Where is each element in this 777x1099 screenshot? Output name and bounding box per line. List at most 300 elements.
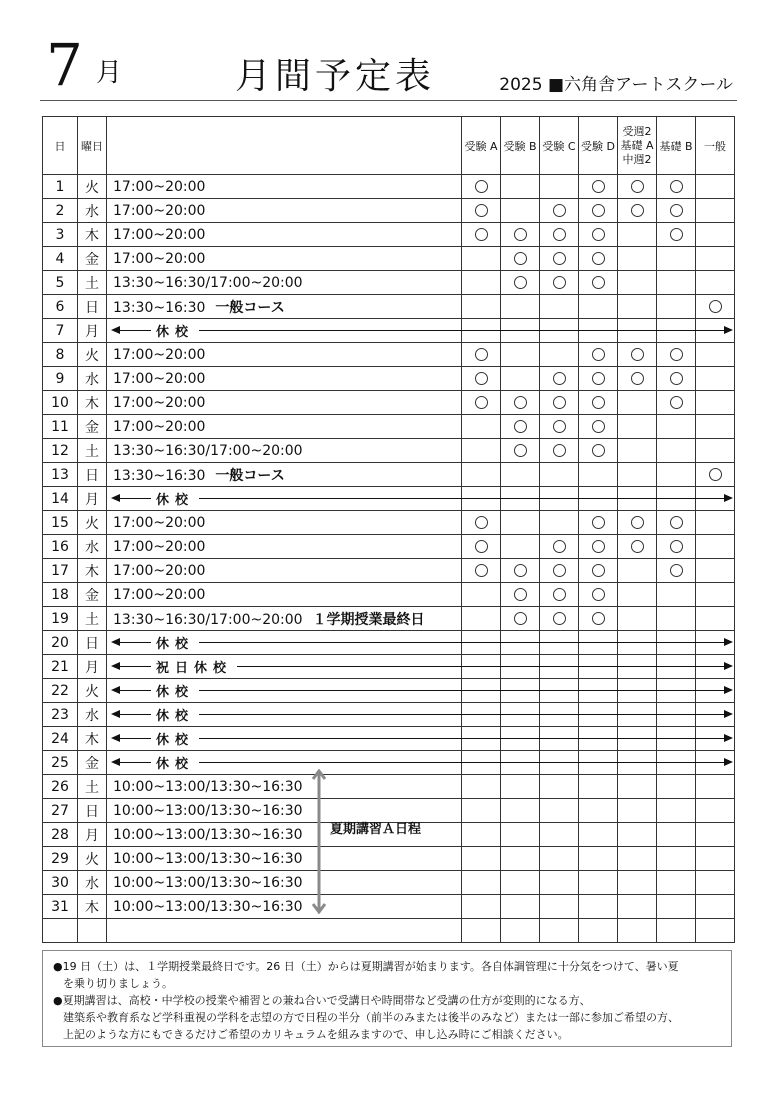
class-cell-general (696, 607, 735, 631)
circle-mark-icon (631, 204, 644, 217)
table-row (43, 391, 735, 415)
weekday-cell: 月 (78, 655, 107, 679)
header-divider (40, 100, 737, 101)
time-range: 17:00~20:00 (113, 418, 206, 435)
circle-mark-icon (553, 228, 566, 241)
table-row (43, 607, 735, 631)
schedule-cell (107, 919, 462, 943)
time-range: 17:00~20:00 (113, 514, 206, 531)
weekday-cell: 木 (78, 223, 107, 247)
class-cell-juken-c (540, 775, 579, 799)
circle-mark-icon (592, 540, 605, 553)
table-row (43, 319, 735, 343)
class-cell-juken-b (501, 511, 540, 535)
class-cell-general (696, 823, 735, 847)
circle-mark-icon (514, 276, 527, 289)
class-cell-juken-c (540, 607, 579, 631)
circle-mark-icon (475, 540, 488, 553)
schedule-cell (107, 391, 462, 415)
weekday-cell: 火 (78, 343, 107, 367)
class-cell-juken-d (579, 295, 618, 319)
circle-mark-icon (709, 300, 722, 313)
class-cell-kiso-a (618, 871, 657, 895)
schedule-cell (107, 775, 462, 799)
table-row (43, 295, 735, 319)
class-cell-kiso-a (618, 439, 657, 463)
class-cell-kiso-b (657, 415, 696, 439)
circle-mark-icon (514, 444, 527, 457)
circle-mark-icon (553, 372, 566, 385)
class-cell-juken-a (462, 511, 501, 535)
arrow-line (113, 642, 731, 643)
class-cell-juken-a (462, 247, 501, 271)
schedule-cell (107, 703, 462, 727)
closed-label: 祝日休校 (151, 657, 237, 676)
arrow-line (113, 762, 731, 763)
time-range: 10:00~13:00/13:30~16:30 (113, 874, 303, 891)
time-range: 17:00~20:00 (113, 538, 206, 555)
class-cell-general (696, 799, 735, 823)
class-cell-juken-d (579, 175, 618, 199)
circle-mark-icon (631, 372, 644, 385)
row-note: １学期授業最終日 (312, 611, 425, 628)
arrow-left-icon (111, 734, 120, 742)
circle-mark-icon (514, 612, 527, 625)
weekday-cell: 月 (78, 823, 107, 847)
class-cell-juken-b (501, 895, 540, 919)
note-line: ●19 日（土）は、１学期授業最終日です。26 日（土）からは夏期講習が始まります。各自体調管理に十分気をつけて、暑い夏 (53, 960, 679, 973)
notes-box (42, 950, 732, 1047)
circle-mark-icon (514, 396, 527, 409)
table-row (43, 847, 735, 871)
circle-mark-icon (553, 444, 566, 457)
table-row (43, 775, 735, 799)
table-row (43, 679, 735, 703)
class-cell-juken-a (462, 271, 501, 295)
arrow-right-icon (724, 638, 733, 646)
class-cell-juken-b (501, 559, 540, 583)
class-cell-kiso-b (657, 871, 696, 895)
class-cell-juken-d (579, 199, 618, 223)
arrow-line (113, 498, 731, 499)
circle-mark-icon (553, 276, 566, 289)
day-cell: 27 (43, 799, 78, 823)
time-range: 13:30~16:30/17:00~20:00 (113, 611, 303, 628)
class-cell-juken-c (540, 895, 579, 919)
day-cell: 12 (43, 439, 78, 463)
weekday-cell: 水 (78, 199, 107, 223)
schedule-cell (107, 511, 462, 535)
day-cell: 21 (43, 655, 78, 679)
circle-mark-icon (514, 228, 527, 241)
weekday-cell: 金 (78, 751, 107, 775)
class-cell-general (696, 175, 735, 199)
day-cell: 22 (43, 679, 78, 703)
class-cell-general (696, 871, 735, 895)
class-cell-kiso-a (618, 607, 657, 631)
schedule-cell (107, 343, 462, 367)
class-cell-kiso-a (618, 223, 657, 247)
time-range: 17:00~20:00 (113, 394, 206, 411)
weekday-cell: 水 (78, 703, 107, 727)
schedule-cell (107, 487, 462, 511)
day-cell: 23 (43, 703, 78, 727)
day-cell: 31 (43, 895, 78, 919)
circle-mark-icon (553, 564, 566, 577)
class-cell-juken-d (579, 223, 618, 247)
circle-mark-icon (475, 564, 488, 577)
class-cell-general (696, 535, 735, 559)
table-row (43, 463, 735, 487)
class-cell-juken-d (579, 511, 618, 535)
table-row (43, 439, 735, 463)
class-cell-juken-a (462, 775, 501, 799)
closed-arrow (113, 661, 731, 676)
class-cell-juken-c (540, 271, 579, 295)
weekday-cell: 土 (78, 271, 107, 295)
class-cell-juken-a (462, 439, 501, 463)
class-cell-kiso-b (657, 439, 696, 463)
class-cell-kiso-a (618, 583, 657, 607)
table-row (43, 631, 735, 655)
table-row (43, 247, 735, 271)
circle-mark-icon (514, 588, 527, 601)
class-cell-juken-c (540, 439, 579, 463)
closed-label: 休校 (151, 705, 199, 724)
class-cell-juken-d (579, 895, 618, 919)
class-cell-kiso-a (618, 511, 657, 535)
class-cell-kiso-b (657, 367, 696, 391)
class-cell-juken-a (462, 463, 501, 487)
class-cell-kiso-b (657, 463, 696, 487)
table-row (43, 223, 735, 247)
circle-mark-icon (475, 372, 488, 385)
circle-mark-icon (553, 588, 566, 601)
col-header-kiso-a (618, 117, 657, 175)
class-cell-kiso-a (618, 919, 657, 943)
note-line: 建築系や教育系など学科重視の学科を志望の方で日程の半分（前半のみまたは後半のみなど）または一部に参加ご希望の方、 (63, 1011, 679, 1024)
arrow-left-icon (111, 494, 120, 502)
circle-mark-icon (514, 420, 527, 433)
class-cell-juken-c (540, 175, 579, 199)
schedule-cell (107, 559, 462, 583)
col-header-juken-a: 受験 A (462, 117, 501, 175)
schedule-cell (107, 199, 462, 223)
time-range: 10:00~13:00/13:30~16:30 (113, 898, 303, 915)
class-cell-kiso-b (657, 583, 696, 607)
col-header-juken-d: 受験 D (579, 117, 618, 175)
class-cell-juken-d (579, 271, 618, 295)
class-cell-juken-d (579, 439, 618, 463)
class-cell-general (696, 367, 735, 391)
class-cell-general (696, 847, 735, 871)
weekday-cell: 木 (78, 559, 107, 583)
class-cell-general (696, 391, 735, 415)
weekday-cell: 土 (78, 607, 107, 631)
day-cell: 7 (43, 319, 78, 343)
circle-mark-icon (475, 348, 488, 361)
schedule-cell (107, 295, 462, 319)
day-cell: 14 (43, 487, 78, 511)
time-range: 10:00~13:00/13:30~16:30 (113, 826, 303, 843)
circle-mark-icon (475, 180, 488, 193)
class-cell-juken-a (462, 367, 501, 391)
closed-arrow (113, 757, 731, 772)
day-cell: 20 (43, 631, 78, 655)
circle-mark-icon (553, 612, 566, 625)
class-cell-juken-b (501, 535, 540, 559)
class-cell-kiso-a (618, 271, 657, 295)
weekday-cell: 土 (78, 775, 107, 799)
arrow-line (113, 330, 731, 331)
class-cell-juken-c (540, 391, 579, 415)
day-cell: 24 (43, 727, 78, 751)
day-cell: 6 (43, 295, 78, 319)
weekday-cell: 日 (78, 463, 107, 487)
col-header-kiso-a-line2: 基礎 A (620, 138, 654, 152)
circle-mark-icon (592, 516, 605, 529)
circle-mark-icon (475, 204, 488, 217)
class-cell-juken-c (540, 847, 579, 871)
class-cell-juken-a (462, 559, 501, 583)
day-cell: 9 (43, 367, 78, 391)
circle-mark-icon (592, 564, 605, 577)
class-cell-juken-c (540, 463, 579, 487)
circle-mark-icon (631, 348, 644, 361)
class-cell-general (696, 775, 735, 799)
arrow-line (113, 690, 731, 691)
class-cell-kiso-b (657, 607, 696, 631)
circle-mark-icon (553, 420, 566, 433)
page-title: 月間予定表 (235, 56, 436, 97)
class-cell-kiso-a (618, 415, 657, 439)
class-cell-juken-c (540, 199, 579, 223)
circle-mark-icon (670, 564, 683, 577)
class-cell-general (696, 559, 735, 583)
schedule-cell (107, 871, 462, 895)
table-row (43, 343, 735, 367)
class-cell-juken-c (540, 295, 579, 319)
arrow-left-icon (111, 662, 120, 670)
weekday-cell: 水 (78, 871, 107, 895)
circle-mark-icon (670, 516, 683, 529)
class-cell-general (696, 439, 735, 463)
weekday-cell: 火 (78, 679, 107, 703)
col-header-kiso-a-line1: 受週2 (622, 124, 652, 138)
note-line: ●夏期講習は、高校・中学校の授業や補習との兼ね合いで受講日や時間帯など受講の仕方が変則的になる方、 (53, 994, 591, 1007)
schedule-cell (107, 319, 462, 343)
class-cell-kiso-a (618, 247, 657, 271)
circle-mark-icon (670, 180, 683, 193)
class-cell-juken-c (540, 511, 579, 535)
class-cell-juken-b (501, 247, 540, 271)
col-header-general: 一般 (696, 117, 735, 175)
class-cell-kiso-a (618, 775, 657, 799)
schedule-cell (107, 679, 462, 703)
day-cell: 28 (43, 823, 78, 847)
time-range: 17:00~20:00 (113, 250, 206, 267)
schedule-cell (107, 439, 462, 463)
class-cell-juken-d (579, 607, 618, 631)
class-cell-kiso-b (657, 271, 696, 295)
class-cell-kiso-b (657, 535, 696, 559)
arrow-right-icon (724, 734, 733, 742)
table-row (43, 511, 735, 535)
class-cell-juken-c (540, 919, 579, 943)
class-cell-kiso-b (657, 175, 696, 199)
closed-label: 休校 (151, 753, 199, 772)
weekday-cell: 金 (78, 415, 107, 439)
circle-mark-icon (631, 180, 644, 193)
day-cell: 30 (43, 871, 78, 895)
row-note: 一般コース (215, 299, 285, 316)
circle-mark-icon (553, 396, 566, 409)
class-cell-juken-b (501, 199, 540, 223)
class-cell-juken-d (579, 415, 618, 439)
table-row (43, 919, 735, 943)
arrow-left-icon (111, 710, 120, 718)
arrow-line (113, 738, 731, 739)
class-cell-general (696, 415, 735, 439)
weekday-cell: 金 (78, 583, 107, 607)
schedule-cell (107, 655, 462, 679)
class-cell-juken-a (462, 295, 501, 319)
class-cell-general (696, 247, 735, 271)
schedule-cell (107, 271, 462, 295)
class-cell-juken-c (540, 823, 579, 847)
circle-mark-icon (631, 540, 644, 553)
table-row (43, 415, 735, 439)
class-cell-general (696, 463, 735, 487)
note-line: を乗り切りましょう。 (63, 977, 173, 990)
schedule-cell (107, 583, 462, 607)
day-cell (43, 919, 78, 943)
class-cell-juken-a (462, 823, 501, 847)
table-row (43, 655, 735, 679)
weekday-cell: 木 (78, 727, 107, 751)
class-cell-juken-b (501, 871, 540, 895)
circle-mark-icon (670, 228, 683, 241)
class-cell-juken-b (501, 583, 540, 607)
class-cell-juken-d (579, 823, 618, 847)
class-cell-juken-d (579, 871, 618, 895)
class-cell-juken-c (540, 223, 579, 247)
class-cell-juken-b (501, 271, 540, 295)
weekday-cell: 月 (78, 319, 107, 343)
class-cell-kiso-b (657, 895, 696, 919)
class-cell-juken-b (501, 391, 540, 415)
circle-mark-icon (514, 564, 527, 577)
class-cell-juken-d (579, 799, 618, 823)
table-row (43, 367, 735, 391)
table-row (43, 703, 735, 727)
day-cell: 17 (43, 559, 78, 583)
time-range: 17:00~20:00 (113, 346, 206, 363)
time-range: 17:00~20:00 (113, 226, 206, 243)
class-cell-juken-b (501, 343, 540, 367)
class-cell-juken-b (501, 775, 540, 799)
day-cell: 4 (43, 247, 78, 271)
weekday-cell: 日 (78, 631, 107, 655)
class-cell-general (696, 343, 735, 367)
class-cell-juken-d (579, 847, 618, 871)
weekday-cell: 金 (78, 247, 107, 271)
time-range: 10:00~13:00/13:30~16:30 (113, 802, 303, 819)
class-cell-juken-d (579, 919, 618, 943)
circle-mark-icon (475, 228, 488, 241)
arrow-left-icon (111, 686, 120, 694)
class-cell-kiso-b (657, 247, 696, 271)
weekday-cell: 土 (78, 439, 107, 463)
table-row (43, 559, 735, 583)
circle-mark-icon (475, 516, 488, 529)
class-cell-general (696, 895, 735, 919)
class-cell-juken-a (462, 223, 501, 247)
schedule-cell (107, 535, 462, 559)
class-cell-kiso-a (618, 535, 657, 559)
class-cell-juken-d (579, 559, 618, 583)
weekday-cell: 火 (78, 511, 107, 535)
class-cell-juken-a (462, 919, 501, 943)
class-cell-kiso-b (657, 223, 696, 247)
closed-label: 休校 (151, 633, 199, 652)
circle-mark-icon (592, 444, 605, 457)
weekday-cell: 木 (78, 391, 107, 415)
class-cell-juken-a (462, 895, 501, 919)
class-cell-juken-b (501, 367, 540, 391)
arrow-left-icon (111, 638, 120, 646)
weekday-cell: 木 (78, 895, 107, 919)
class-cell-juken-d (579, 535, 618, 559)
class-cell-juken-a (462, 199, 501, 223)
arrow-left-icon (111, 758, 120, 766)
class-cell-kiso-a (618, 367, 657, 391)
class-cell-general (696, 295, 735, 319)
arrow-right-icon (724, 758, 733, 766)
col-header-kiso-b: 基礎 B (657, 117, 696, 175)
table-row (43, 871, 735, 895)
circle-mark-icon (709, 468, 722, 481)
class-cell-juken-b (501, 823, 540, 847)
class-cell-general (696, 583, 735, 607)
circle-mark-icon (592, 204, 605, 217)
circle-mark-icon (553, 540, 566, 553)
summer-course-label: 夏期講習Ａ日程 (330, 822, 422, 837)
closed-arrow (113, 493, 731, 508)
class-cell-kiso-b (657, 511, 696, 535)
table-row (43, 271, 735, 295)
day-cell: 10 (43, 391, 78, 415)
circle-mark-icon (592, 348, 605, 361)
col-header-juken-b: 受験 B (501, 117, 540, 175)
table-row (43, 751, 735, 775)
header-row (43, 117, 735, 175)
circle-mark-icon (670, 540, 683, 553)
circle-mark-icon (631, 516, 644, 529)
time-range: 17:00~20:00 (113, 562, 206, 579)
time-range: 17:00~20:00 (113, 202, 206, 219)
table-row (43, 727, 735, 751)
circle-mark-icon (592, 588, 605, 601)
class-cell-kiso-a (618, 799, 657, 823)
circle-mark-icon (592, 612, 605, 625)
class-cell-kiso-a (618, 343, 657, 367)
class-cell-juken-d (579, 391, 618, 415)
class-cell-general (696, 511, 735, 535)
class-cell-juken-c (540, 415, 579, 439)
schedule-cell (107, 727, 462, 751)
closed-arrow (113, 685, 731, 700)
